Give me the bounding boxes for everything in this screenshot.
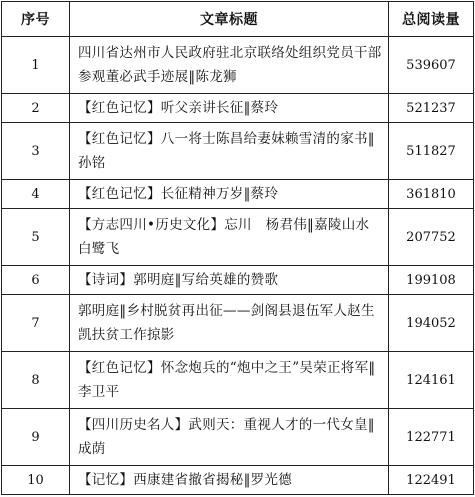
table-row: [2, 295, 474, 352]
table-row: [2, 94, 474, 123]
table-row: [2, 123, 474, 180]
row-index: 10: [2, 466, 70, 495]
row-index: 7: [2, 295, 70, 352]
row-title: 【红色记忆】怀念炮兵的“炮中之王”吴荣正将军‖李卫平: [70, 352, 389, 409]
row-views: 124161: [389, 352, 474, 409]
header-index: 序号: [2, 2, 70, 37]
row-title: 【诗词】郭明庭‖写给英雄的赞歌: [70, 266, 389, 295]
row-views: 361810: [389, 180, 474, 209]
row-title: 【红色记忆】八一将士陈昌给妻妹赖雪清的家书‖孙铭: [70, 123, 389, 180]
article-ranking-table: [1, 1, 474, 495]
table-row: [2, 466, 474, 495]
header-row: [2, 2, 474, 37]
table-row: [2, 266, 474, 295]
row-title: 【记忆】西康建省撤省揭秘‖罗光德: [70, 466, 389, 495]
row-index: 3: [2, 123, 70, 180]
row-index: 4: [2, 180, 70, 209]
table-row: [2, 409, 474, 466]
table-row: [2, 37, 474, 94]
row-title: 【方志四川•历史文化】忘川 杨君伟‖嘉陵山水白鹭飞: [70, 209, 389, 266]
row-views: 194052: [389, 295, 474, 352]
table-header: [2, 2, 474, 37]
header-views: 总阅读量: [389, 2, 474, 37]
table-body: [2, 37, 474, 495]
row-title: 郭明庭‖乡村脱贫再出征——剑阁县退伍军人赵生凯扶贫工作掠影: [70, 295, 389, 352]
row-views: 122491: [389, 466, 474, 495]
row-index: 6: [2, 266, 70, 295]
table-row: [2, 180, 474, 209]
row-index: 5: [2, 209, 70, 266]
row-index: 2: [2, 94, 70, 123]
row-views: 199108: [389, 266, 474, 295]
row-views: 539607: [389, 37, 474, 94]
row-views: 122771: [389, 409, 474, 466]
row-title: 【红色记忆】长征精神万岁‖蔡玲: [70, 180, 389, 209]
table-row: [2, 352, 474, 409]
row-views: 511827: [389, 123, 474, 180]
row-views: 521237: [389, 94, 474, 123]
row-title: 四川省达州市人民政府驻北京联络处组织党员干部参观董必武手迹展‖陈龙狮: [70, 37, 389, 94]
row-title: 【四川历史名人】武则天：重视人才的一代女皇‖成荫: [70, 409, 389, 466]
row-index: 8: [2, 352, 70, 409]
table-row: [2, 209, 474, 266]
row-index: 1: [2, 37, 70, 94]
row-views: 207752: [389, 209, 474, 266]
row-title: 【红色记忆】听父亲讲长征‖蔡玲: [70, 94, 389, 123]
row-index: 9: [2, 409, 70, 466]
header-title: 文章标题: [70, 2, 389, 37]
